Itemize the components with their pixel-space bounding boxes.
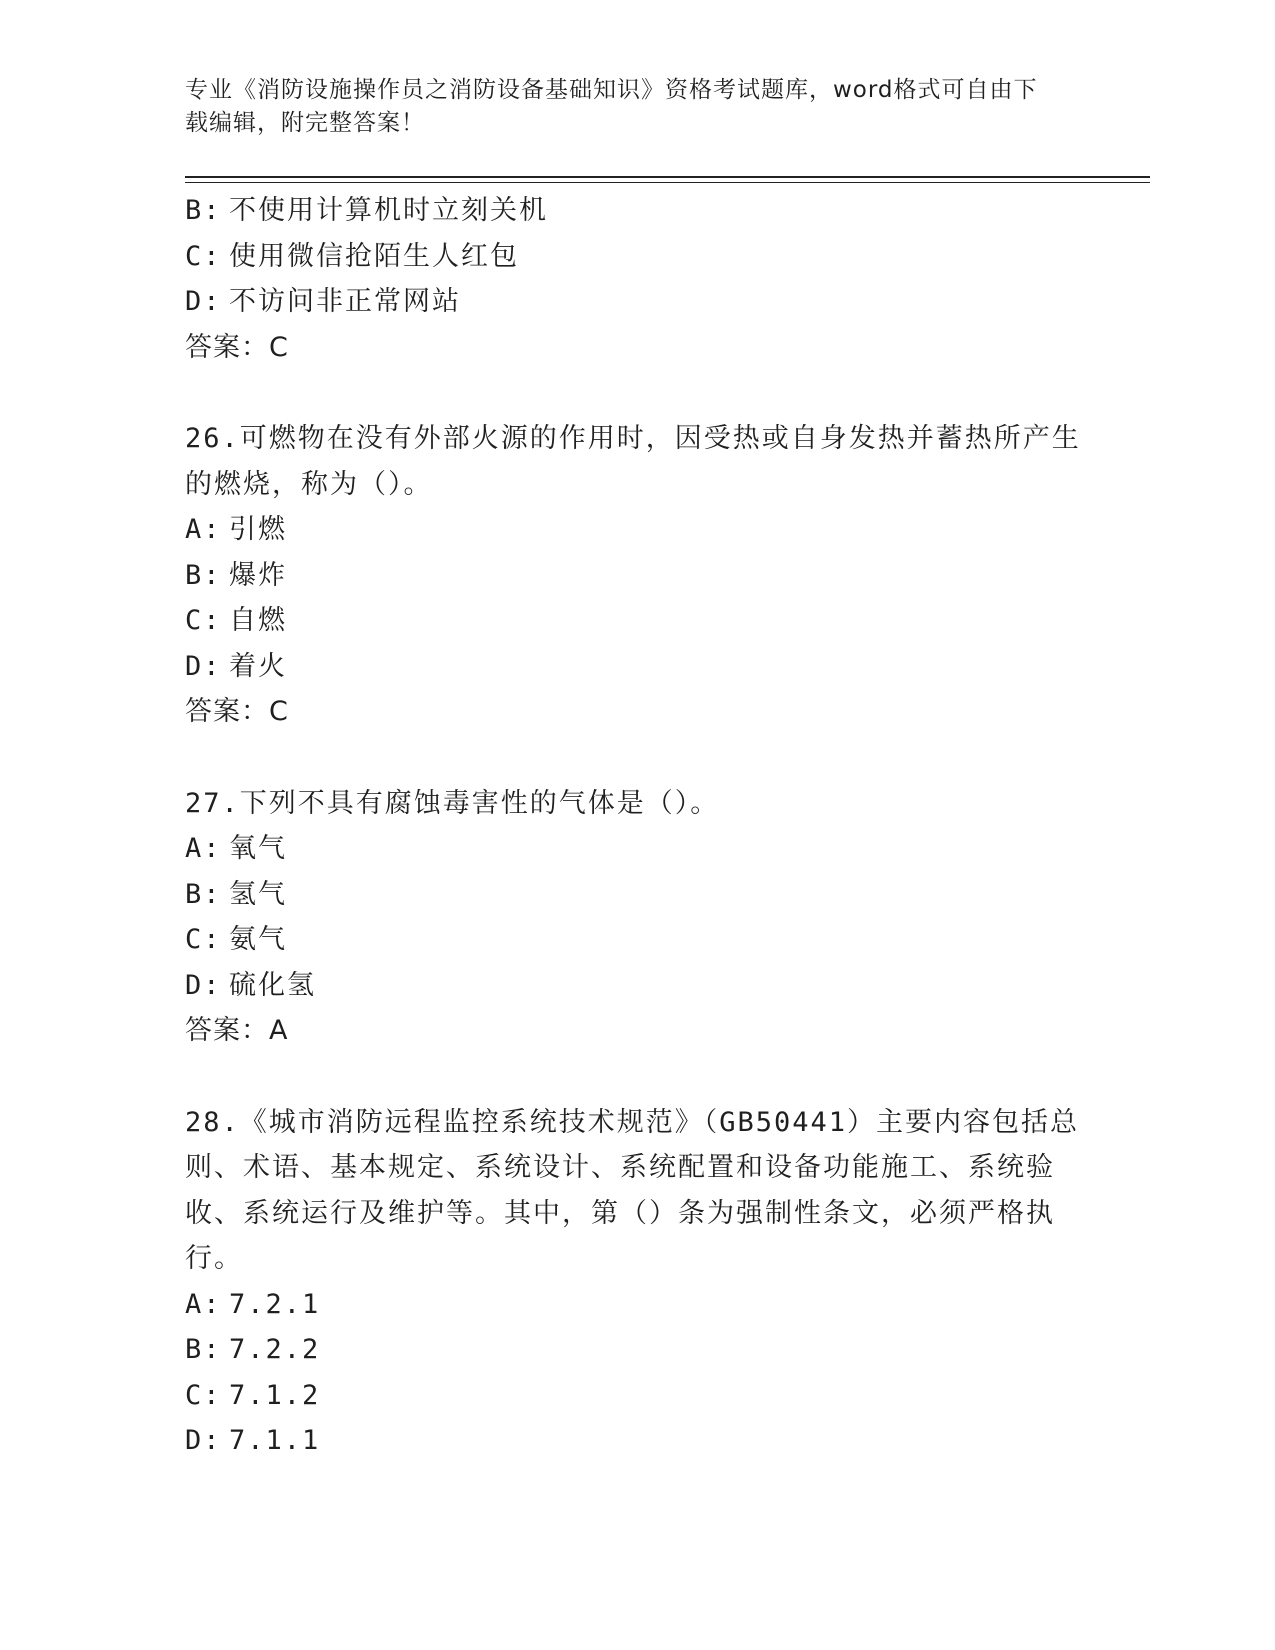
option-b [185, 872, 1085, 918]
option-text: 爆炸 [229, 559, 287, 591]
option-text: 硫化氢 [229, 969, 316, 1001]
spacer [185, 735, 1085, 781]
option-text: 引燃 [229, 514, 287, 545]
question-stem-line: 26.可燃物在没有外部火源的作用时，因受热或自身发热并蓄热所产生 [185, 423, 1081, 454]
option-b [185, 553, 1085, 599]
option-letter: A: [185, 514, 222, 545]
option-text: 自燃 [229, 605, 287, 636]
spacer [185, 1054, 1085, 1100]
option-letter: A: [185, 833, 222, 864]
answer-line: 答案：C [185, 331, 289, 363]
option-letter: C: [185, 924, 222, 955]
option-letter: D: [185, 650, 222, 682]
question-stem-line: 28.《城市消防远程监控系统技术规范》（GB50441）主要内容包括总 [185, 1106, 1080, 1138]
option-text: 氨气 [229, 924, 287, 955]
answer-line: 答案：A [185, 1015, 289, 1046]
document-header [185, 74, 1065, 140]
option-d [185, 963, 1085, 1009]
option-d [185, 279, 1085, 325]
question-stem-line: 行。 [185, 1243, 243, 1274]
option-text: 着火 [229, 650, 287, 682]
option-letter: D: [185, 969, 222, 1001]
option-letter: A: [185, 1288, 222, 1320]
option-b [185, 1327, 1085, 1373]
option-letter: B: [185, 1334, 222, 1365]
header-divider-thick [185, 176, 1150, 178]
option-text: 7.1.2 [229, 1379, 321, 1411]
option-letter: B: [185, 878, 222, 910]
option-text: 7.1.1 [229, 1425, 321, 1456]
option-b [185, 188, 1085, 234]
option-c [185, 917, 1085, 963]
question-stem-line: 收、系统运行及维护等。其中，第（）条为强制性条文，必须严格执 [185, 1197, 1055, 1229]
question-stem-line: 则、术语、基本规定、系统设计、系统配置和设备功能施工、系统验 [185, 1152, 1055, 1183]
option-a [185, 1282, 1085, 1328]
question-stem-line: 的燃烧，称为（）。 [185, 468, 433, 500]
question-25-tail [185, 188, 1085, 370]
question-28 [185, 1100, 1085, 1464]
option-letter: C: [185, 1379, 222, 1411]
option-c [185, 1373, 1085, 1419]
option-a [185, 826, 1085, 872]
header-line-1: 专业《消防设施操作员之消防设备基础知识》资格考试题库，word格式可自由下 [185, 77, 1038, 103]
option-text: 7.2.2 [229, 1334, 321, 1365]
option-letter: B: [185, 559, 222, 591]
option-text: 氢气 [229, 878, 287, 910]
option-letter: B: [185, 195, 222, 226]
option-a [185, 507, 1085, 553]
question-27 [185, 781, 1085, 1054]
question-stem-line: 27.下列不具有腐蚀毒害性的气体是（）。 [185, 787, 720, 819]
header-divider-thin [185, 182, 1150, 183]
option-c [185, 598, 1085, 644]
spacer [185, 370, 1085, 416]
option-letter: D: [185, 286, 222, 317]
option-text: 不使用计算机时立刻关机 [229, 195, 548, 226]
question-26 [185, 416, 1085, 735]
answer-line: 答案：C [185, 696, 289, 727]
header-line-2: 载编辑，附完整答案！ [185, 110, 425, 136]
option-letter: C: [185, 605, 222, 636]
option-text: 氧气 [229, 833, 287, 864]
question-list [185, 188, 1085, 1464]
option-text: 不访问非正常网站 [229, 286, 461, 317]
option-text: 7.2.1 [229, 1288, 321, 1320]
option-letter: D: [185, 1425, 222, 1456]
option-c [185, 234, 1085, 280]
option-d [185, 1418, 1085, 1464]
option-text: 使用微信抢陌生人红包 [229, 240, 519, 272]
option-letter: C: [185, 240, 222, 272]
option-d [185, 644, 1085, 690]
